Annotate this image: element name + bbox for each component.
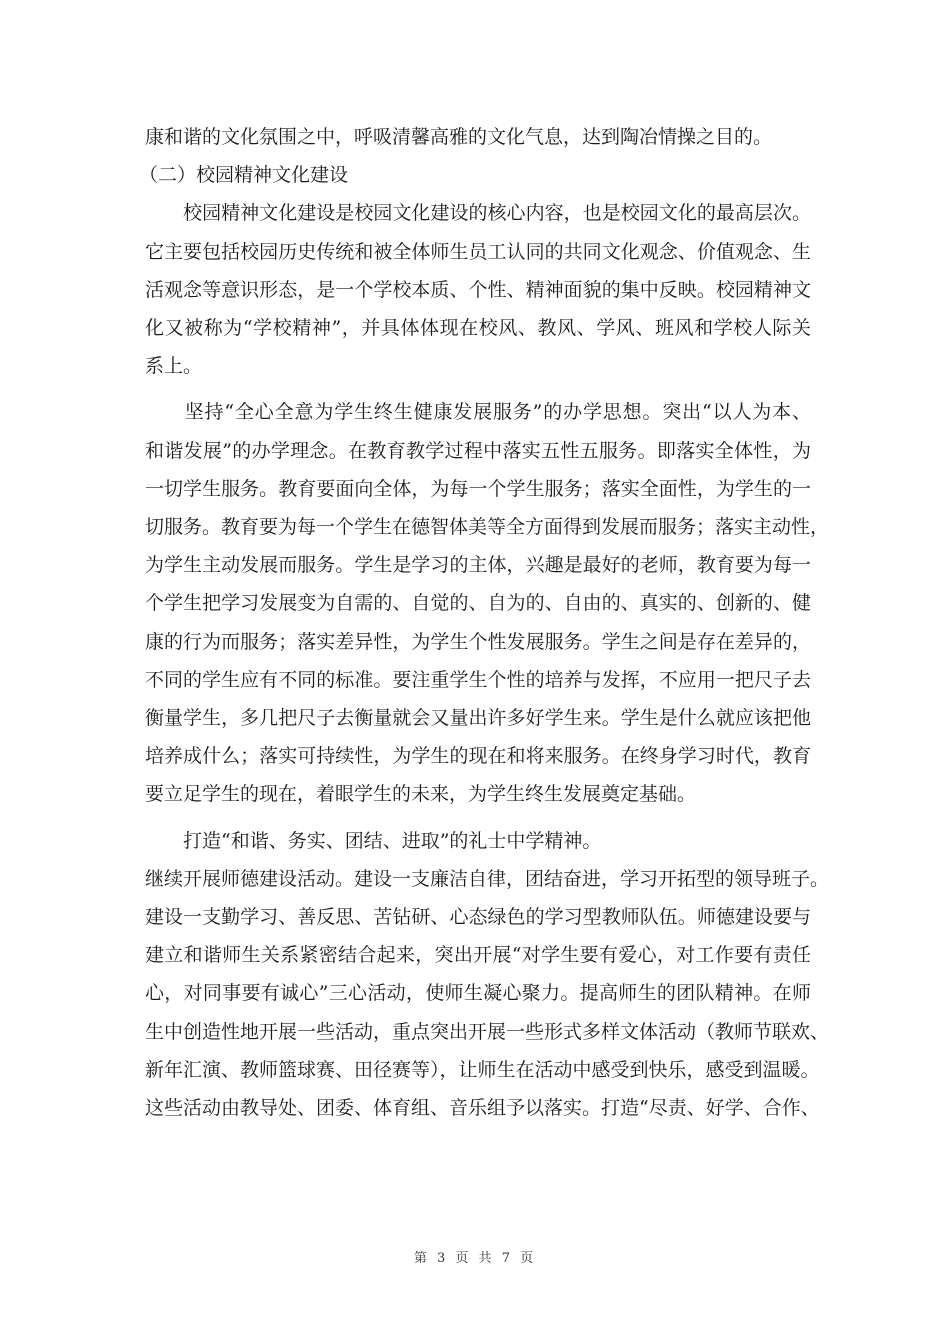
paragraph-2 <box>145 393 830 813</box>
paragraph-line: 活观念等意识形态，是一个学校本质、个性、精神面貌的集中反映。校园精神文 <box>145 278 811 301</box>
paragraph-line: 个学生把学习发展变为自需的、自觉的、自为的、自由的、真实的、创新的、健 <box>145 592 811 615</box>
paragraph-line: 生中创造性地开展一些活动，重点突出开展一些形式多样文体活动（教师节联欢、 <box>145 1020 830 1043</box>
page-number-footer: 第 3 页 共 7 页 <box>413 1251 537 1266</box>
paragraph-line: 这些活动由教导处、团委、体育组、音乐组予以落实。打造“尽责、好学、合作、 <box>145 1097 820 1120</box>
paragraph-line: 为学生主动发展而服务。学生是学习的主体，兴趣是最好的老师，教育要为每一 <box>145 554 811 577</box>
paragraph-line: 它主要包括校园历史传统和被全体师生员工认同的共同文化观念、价值观念、生 <box>145 240 811 263</box>
paragraph-line: 坚持“全心全意为学生终生健康发展服务”的办学思想。突出“以人为本、 <box>145 401 811 424</box>
continuation-line: 康和谐的文化氛围之中，呼吸清馨高雅的文化气息，达到陶冶情操之目的。 <box>145 126 773 148</box>
paragraph-line: 新年汇演、教师篮球赛、田径赛等），让师生在活动中感受到快乐，感受到温暖。 <box>145 1058 820 1081</box>
paragraph-line: 系上。 <box>145 355 203 378</box>
paragraph-line: 切服务。教育要为每一个学生在德智体美等全方面得到发展而服务；落实主动性， <box>145 516 830 539</box>
paragraph-line: 化又被称为“学校精神”，并具体体现在校风、教风、学风、班风和学校人际关 <box>145 317 811 340</box>
paragraph-gap <box>145 814 811 822</box>
paragraph-1 <box>145 194 811 385</box>
paragraph-line: 要立足学生的现在，着眼学生的未来，为学生终生发展奠定基础。 <box>145 783 697 806</box>
paragraph-line: 继续开展师德建设活动。建设一支廉洁自律，团结奋进，学习开拓型的领导班子。 <box>145 867 830 890</box>
paragraph-line: 校园精神文化建设是校园文化建设的核心内容，也是校园文化的最高层次。 <box>145 202 811 225</box>
paragraph-line: 打造“和谐、务实、团结、进取”的礼士中学精神。 <box>145 829 602 852</box>
paragraph-gap <box>145 385 811 393</box>
paragraph-line: 心，对同事要有诚心”三心活动，使师生凝心聚力。提高师生的团队精神。在师 <box>145 982 811 1005</box>
paragraph-line: 衡量学生，多几把尺子去衡量就会又量出许多好学生来。学生是什么就应该把他 <box>145 707 811 730</box>
document-body <box>139 118 830 1127</box>
paragraph-3 <box>145 822 830 1128</box>
paragraph-line: 康的行为而服务；落实差异性，为学生个性发展服务。学生之间是存在差异的， <box>145 630 811 653</box>
section-heading: （二）校园精神文化建设 <box>139 164 349 187</box>
paragraph-line: 建立和谐师生关系紧密结合起来，突出开展“对学生要有爱心，对工作要有责任 <box>145 944 811 967</box>
paragraph-line: 建设一支勤学习、善反思、苦钻研、心态绿色的学习型教师队伍。师德建设要与 <box>145 906 811 929</box>
paragraph-line: 和谐发展”的办学理念。在教育教学过程中落实五性五服务。即落实全体性，为 <box>145 439 811 462</box>
paragraph-line: 培养成什么；落实可持续性，为学生的现在和将来服务。在终身学习时代，教育 <box>145 745 811 768</box>
paragraph-line: 一切学生服务。教育要面向全体，为每一个学生服务；落实全面性，为学生的一 <box>145 477 811 500</box>
paragraph-line: 不同的学生应有不同的标准。要注重学生个性的培养与发挥，不应用一把尺子去 <box>145 668 811 691</box>
